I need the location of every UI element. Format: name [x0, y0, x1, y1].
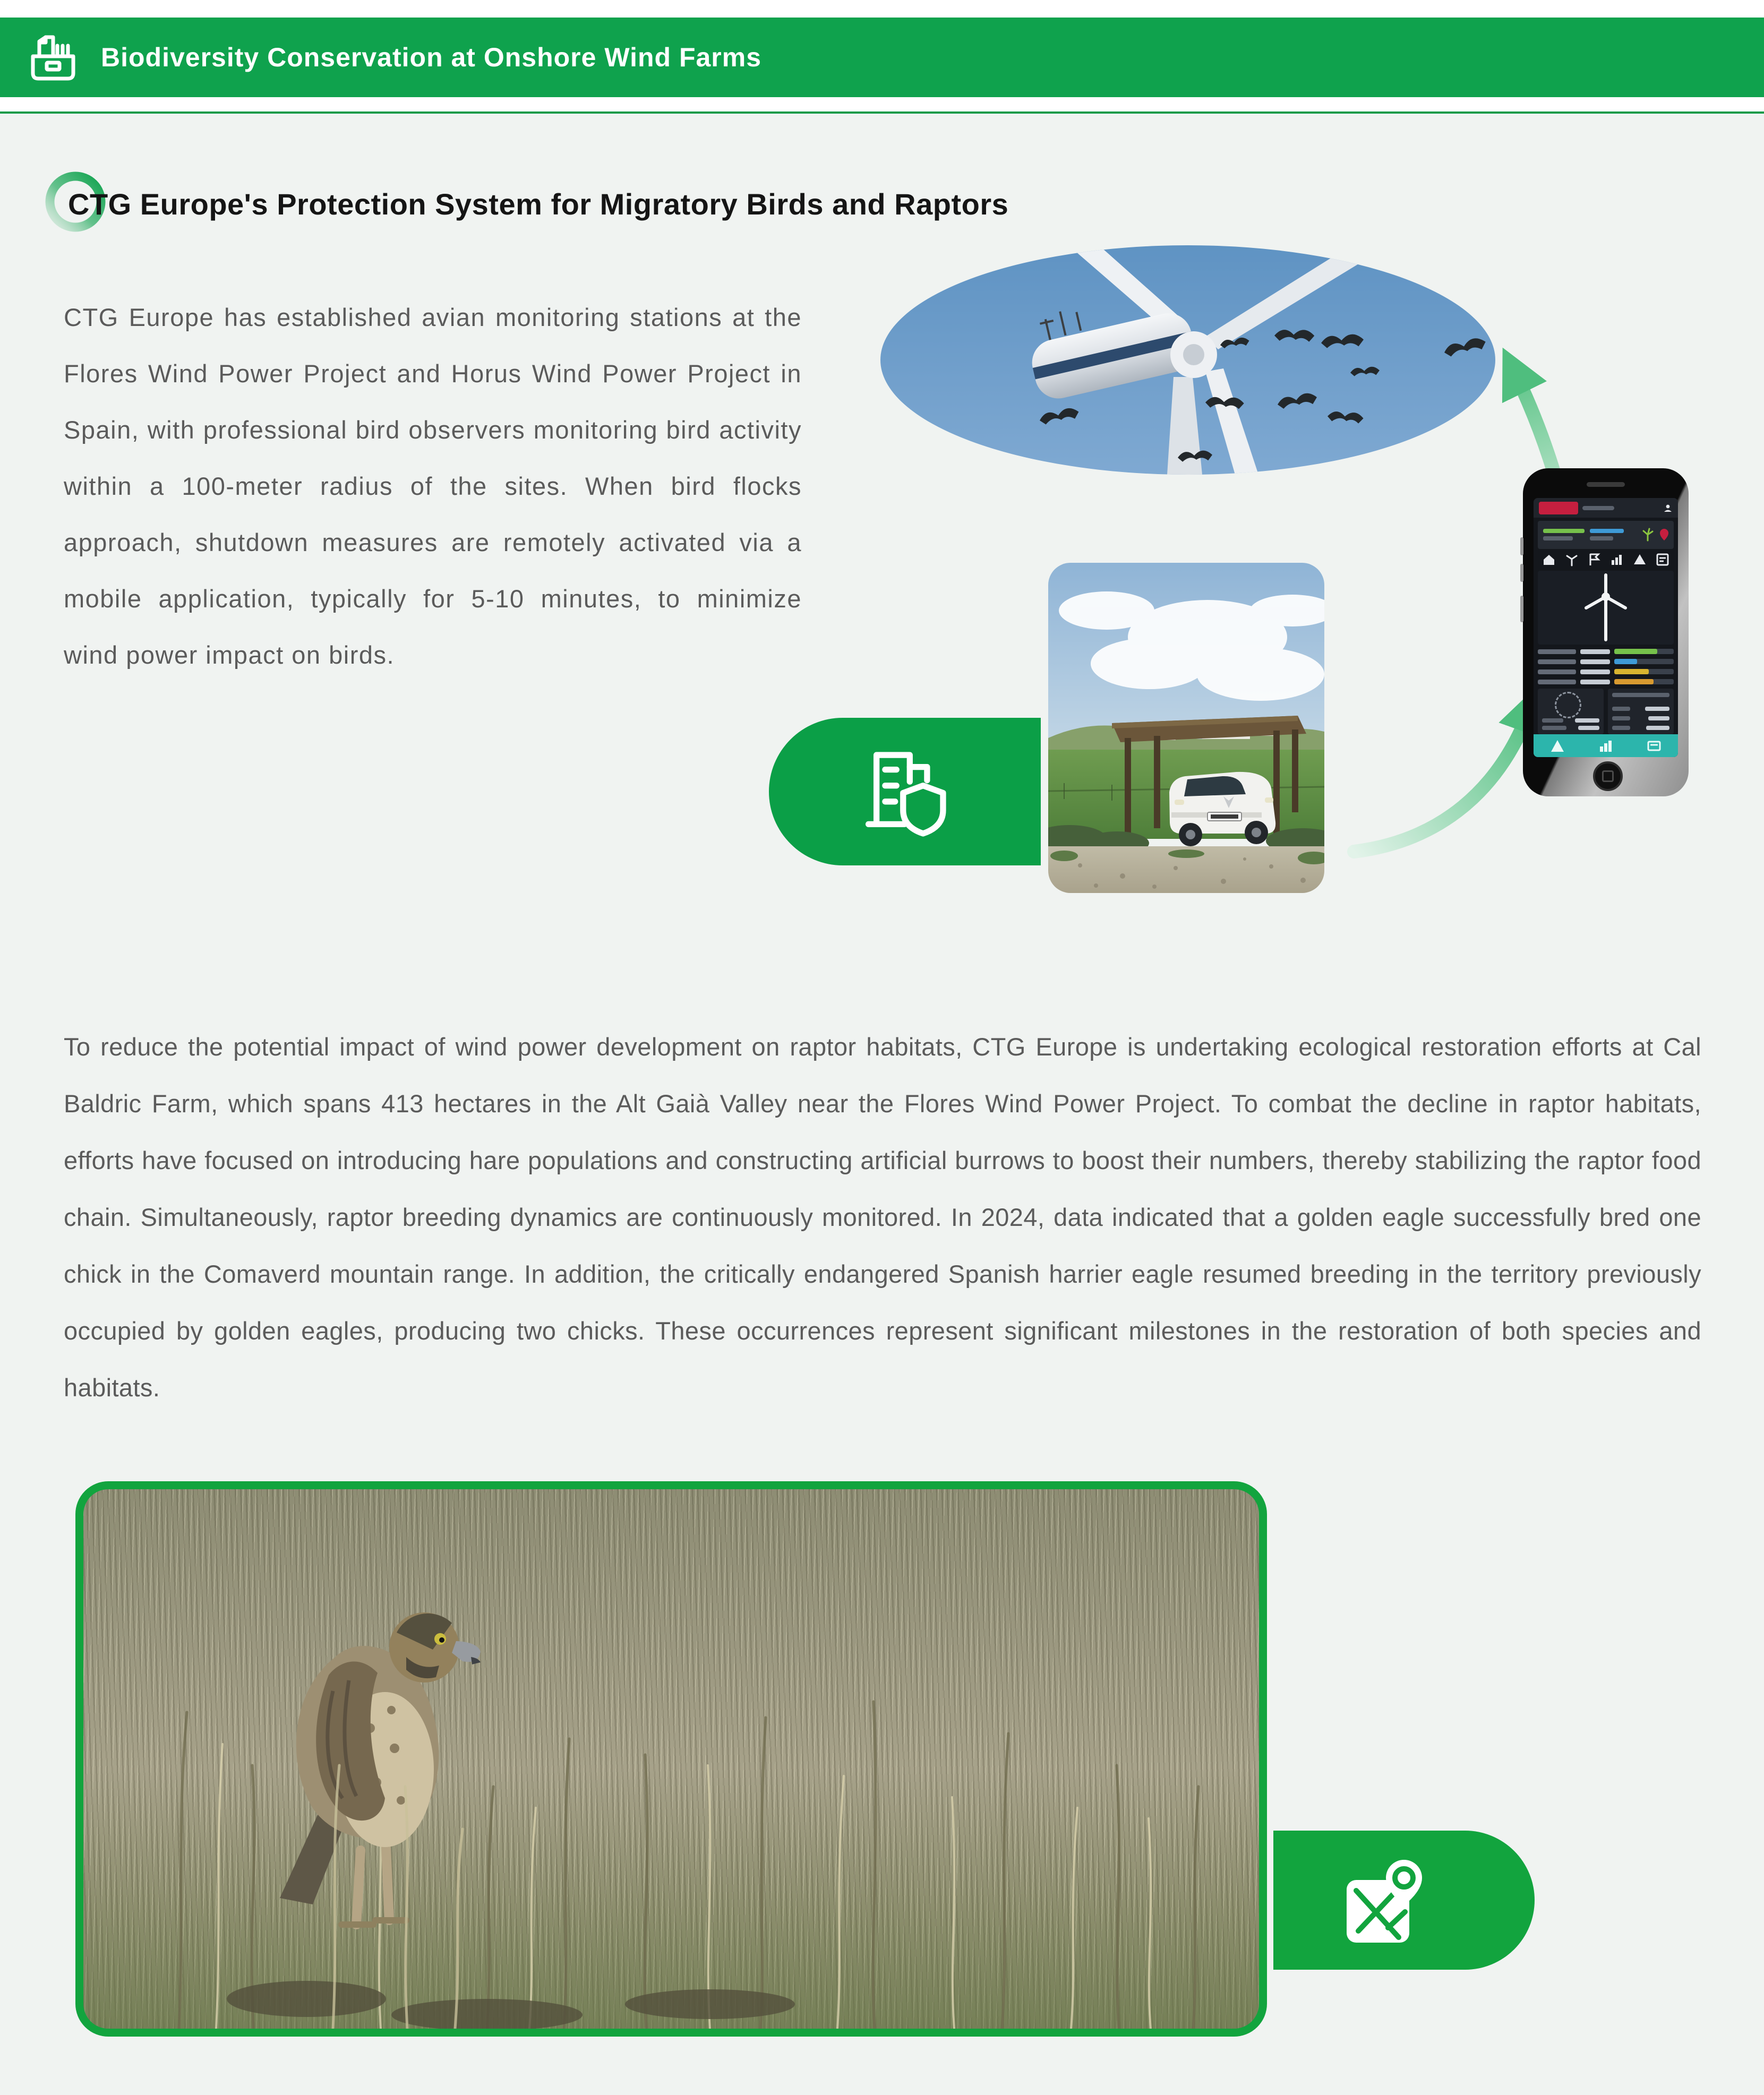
- table-row: [1538, 649, 1674, 654]
- table-row: [1538, 669, 1674, 674]
- direction-gauge: [1555, 692, 1581, 718]
- stat-bar-blue: [1590, 529, 1624, 533]
- stat-bar: [1590, 536, 1613, 540]
- big-turbine-icon: [1577, 573, 1635, 642]
- app-lower-panels: [1538, 689, 1674, 734]
- turbine-with-bird-flock-photo: [880, 245, 1495, 475]
- app-stats-panel: [1538, 521, 1674, 548]
- report-icon[interactable]: [1656, 553, 1669, 566]
- stat-bar: [1543, 536, 1573, 540]
- phone-home-button[interactable]: [1593, 761, 1623, 791]
- nav-chart-icon[interactable]: [1598, 738, 1614, 754]
- mini-turbine-icon: [1641, 528, 1655, 542]
- monitoring-vehicle-photo: [1048, 563, 1324, 893]
- golden-eagle-photo: [75, 1481, 1267, 2037]
- chapter-title: Biodiversity Conservation at Onshore Wind Farms: [101, 42, 762, 72]
- habitat-location-badge: [1273, 1831, 1535, 1970]
- phone-volume-button: [1520, 564, 1523, 582]
- nav-card-icon[interactable]: [1646, 738, 1662, 754]
- turbine-icon[interactable]: [1565, 553, 1579, 566]
- nav-alert-icon[interactable]: [1549, 738, 1565, 754]
- values-panel: [1608, 689, 1674, 734]
- phone-volume-button: [1520, 537, 1523, 555]
- flag-icon[interactable]: [1588, 553, 1602, 566]
- header-divider: [0, 111, 1764, 114]
- protection-measure-pill: [769, 718, 1041, 865]
- alert-pin-icon: [1660, 529, 1668, 540]
- compass-panel: [1538, 689, 1604, 734]
- turbine-status-view: [1538, 571, 1674, 645]
- app-menu-icons[interactable]: [1534, 549, 1678, 571]
- section-title: CTG Europe's Protection System for Migratory Birds and Raptors: [68, 187, 1009, 221]
- app-logo-badge: [1539, 502, 1578, 514]
- stat-bar-green: [1543, 529, 1585, 533]
- app-nav-bar[interactable]: [1534, 734, 1678, 757]
- app-header: [1534, 498, 1678, 518]
- archive-drawer-icon: [25, 30, 81, 85]
- alert-icon[interactable]: [1633, 553, 1647, 566]
- document-shield-icon: [849, 742, 948, 842]
- telemetry-table: [1538, 649, 1674, 684]
- chapter-header: [0, 18, 1764, 97]
- map-location-icon: [1337, 1852, 1433, 1948]
- monitoring-paragraph: CTG Europe has established avian monitoring stations at the Flores Wind Power Project and Horus Wind Power Project in Spain, with professional bird observers monitoring bird activity within a 100-meter radius of the sites. When bird flocks approach, shutdown measures are remotely activated via a mobile application, typically for 5-10 minutes, to minimize wind power impact on birds.: [64, 303, 802, 669]
- app-header-text: [1582, 506, 1614, 510]
- home-icon[interactable]: [1542, 553, 1556, 566]
- table-row: [1538, 679, 1674, 684]
- chart-icon[interactable]: [1610, 553, 1624, 566]
- phone-earpiece: [1587, 482, 1625, 487]
- app-screen: [1534, 498, 1678, 757]
- shutdown-app-phone-mockup: [1523, 468, 1689, 796]
- phone-power-button: [1520, 596, 1523, 622]
- table-row: [1538, 659, 1674, 664]
- user-icon[interactable]: [1663, 503, 1673, 513]
- restoration-paragraph: To reduce the potential impact of wind power development on raptor habitats, CTG Europe is undertaking ecological restoration efforts at Cal Baldric Farm, which spans 413 hectares in the Alt Gaià Valley near the Flores Wind Power Project. To combat the decline in raptor habitats, efforts have focused on introducing hare populations and constructing artificial burrows to boost their numbers, thereby stabilizing the raptor food chain. Simultaneously, raptor breeding dynamics are continuously monitored. In 2024, data indicated that a golden eagle successfully bred one chick in the Comaverd mountain range. In addition, the critically endangered Spanish harrier eagle resumed breeding in the territory previously occupied by golden eagles, producing two chicks. These occurrences represent significant milestones in the restoration of both species and habitats.: [64, 1033, 1701, 1402]
